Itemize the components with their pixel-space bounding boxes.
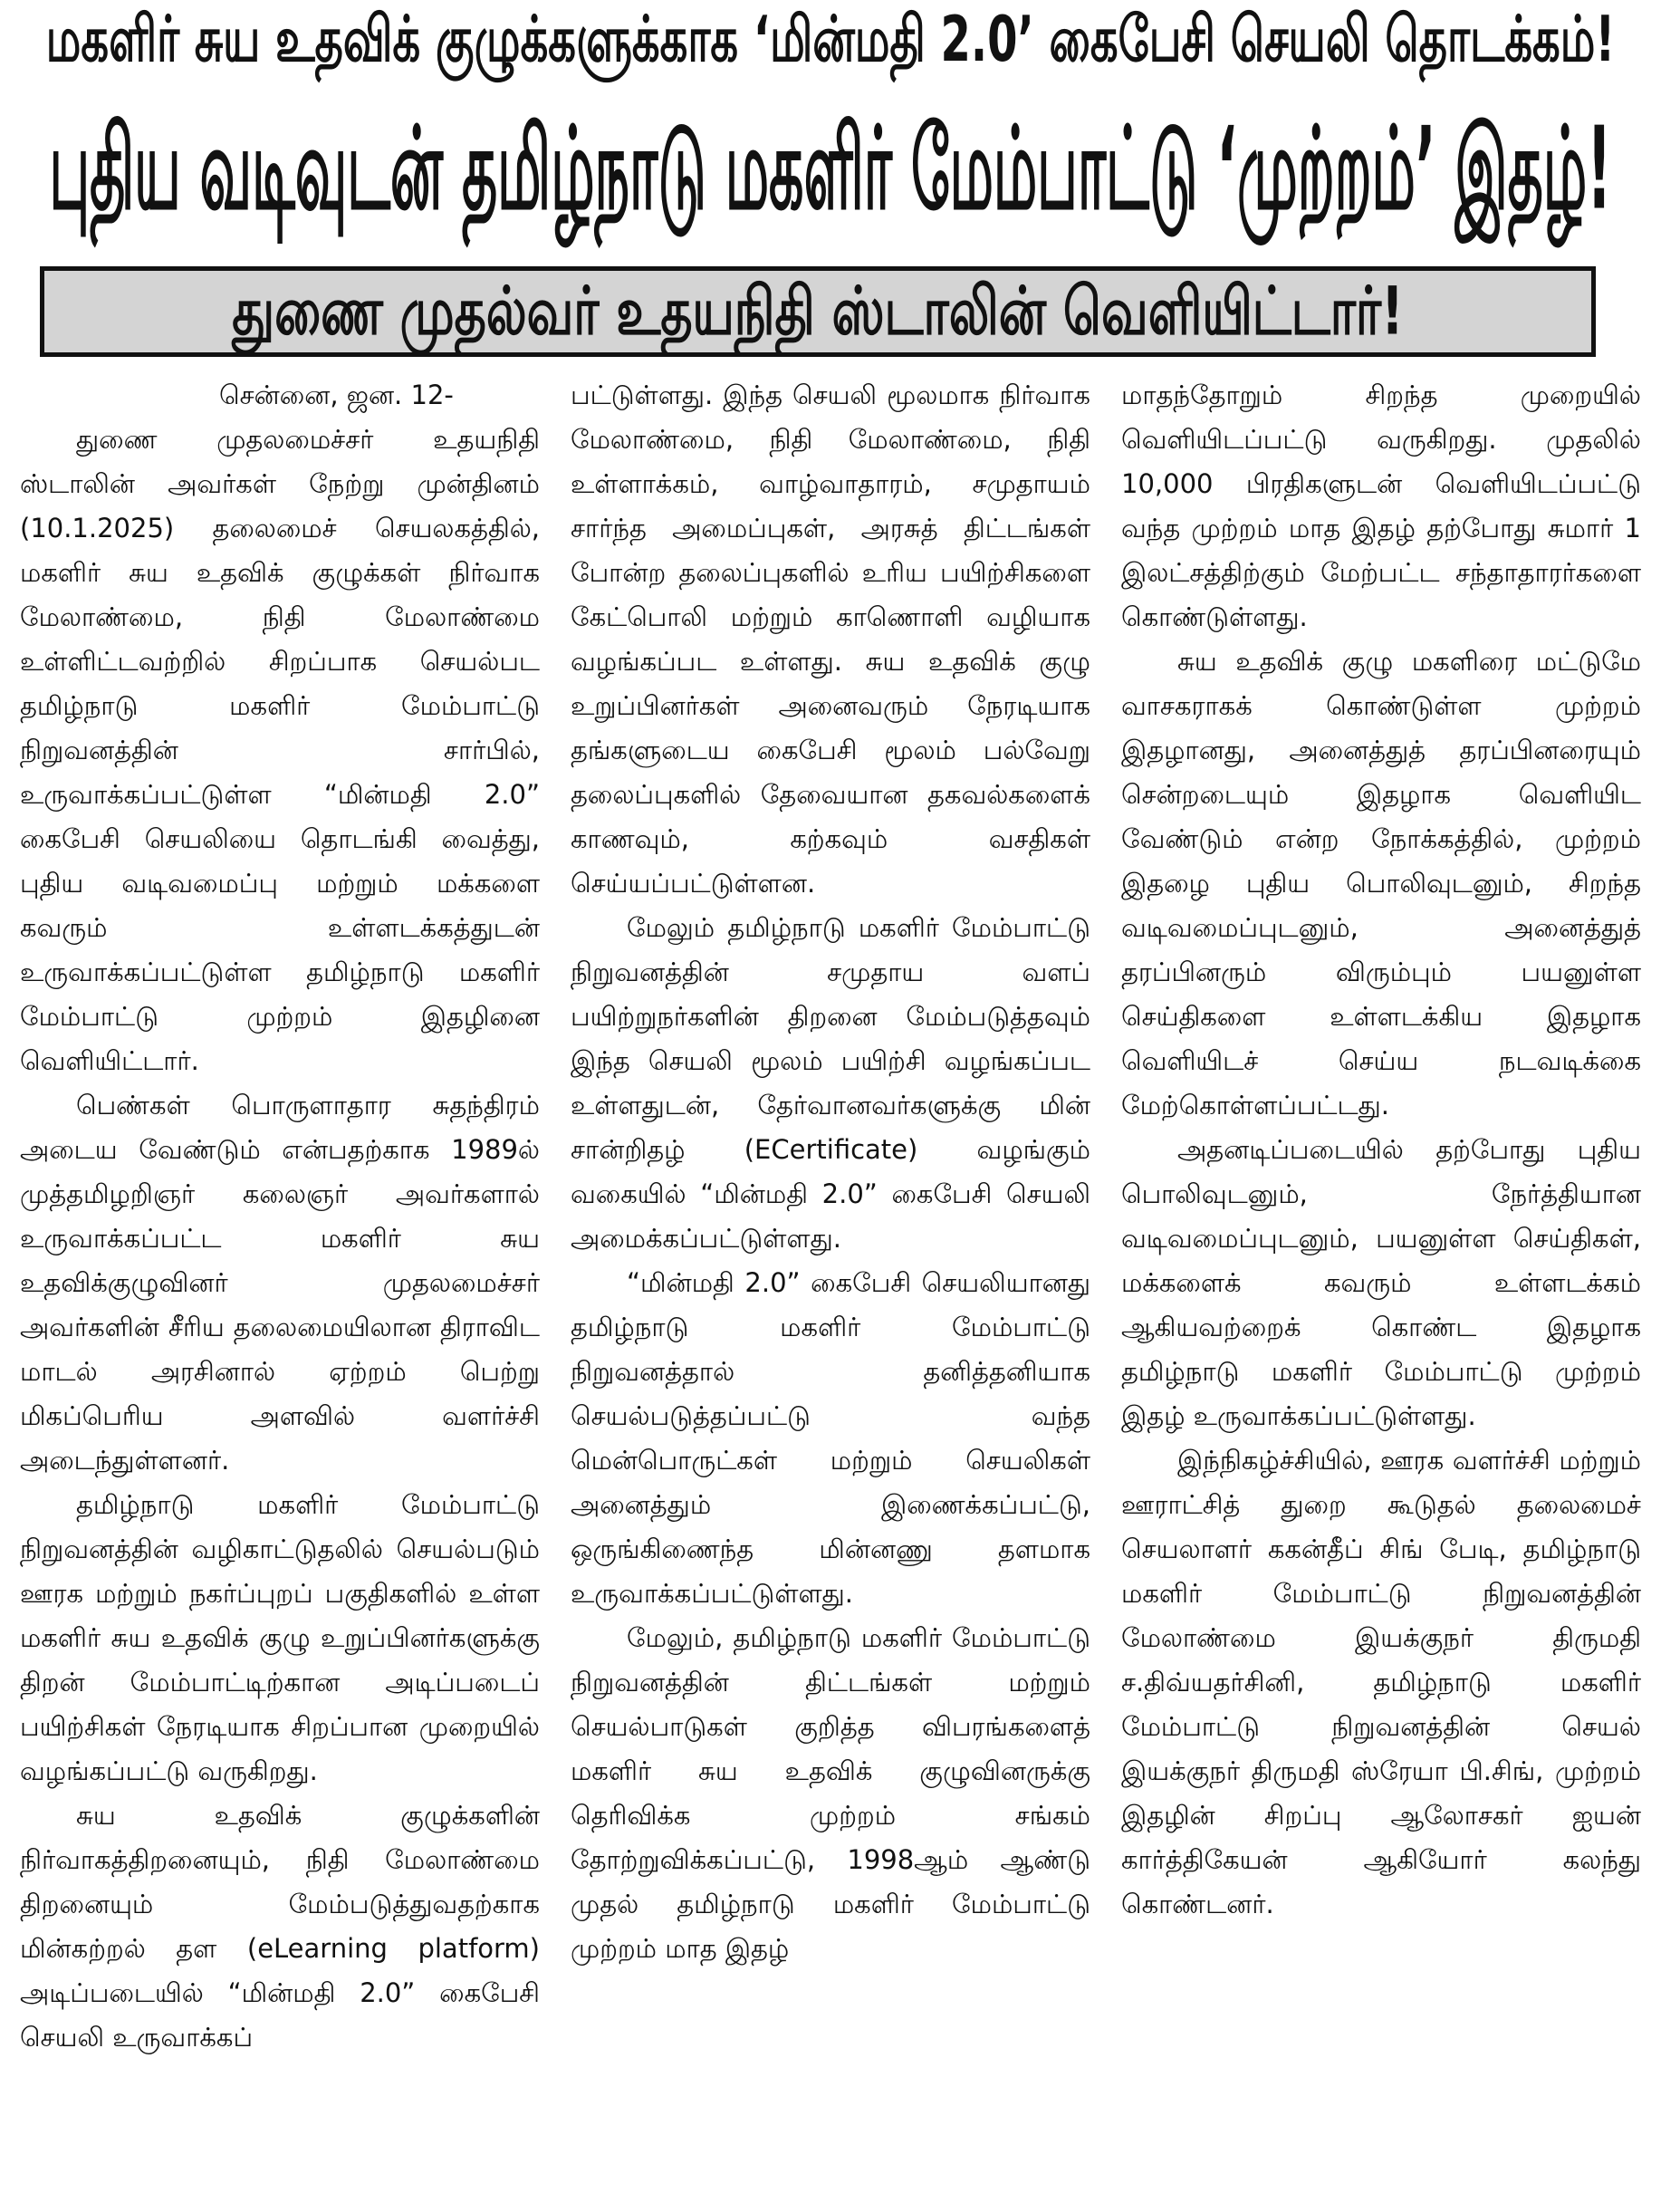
dateline: சென்னை, ஜன. 12- <box>219 380 454 410</box>
paragraph: மாதந்தோறும் சிறந்த முறையில் வெளியிடப்பட்டு வருகிறது. முதலில் 10,000 பிரதிகளுடன் வெளியிடப்பட்டு வந்த முற்றம் மாத இதழ் தற்போது சுமார் 1 இலட்சத்திற்கும் மேற்பட்ட சந்தாதாரர்களை கொண்டுள்ளது. <box>1121 380 1641 632</box>
paragraph: சுய உதவிக் குழுக்களின் நிர்வாகத்திறனையும், நிதி மேலாண்மை திறனையும் மேம்படுத்துவதற்காக மின்கற்றல் தள (eLearning platform) அடிப்படையில் “மின்மதி 2.0” கைபேசி செயலி உருவாக்கப் <box>20 1800 540 2053</box>
paragraph: மேலும், தமிழ்நாடு மகளிர் மேம்பாட்டு நிறுவனத்தின் திட்டங்கள் மற்றும் செயல்பாடுகள் குறித்த விபரங்களைத் மகளிர் சுய உதவிக் குழுவினருக்கு தெரிவிக்க முற்றம் சங்கம் தோற்றுவிக்கப்பட்டு, 1998ஆம் ஆண்டு முதல் தமிழ்நாடு மகளிர் மேம்பாட்டு முற்றம் மாத இதழ் <box>571 1622 1090 1964</box>
paragraph: பட்டுள்ளது. இந்த செயலி மூலமாக நிர்வாக மேலாண்மை, நிதி மேலாண்மை, நிதி உள்ளாக்கம், வாழ்வாதாரம், சமுதாயம் சார்ந்த அமைப்புகள், அரசுத் திட்டங்கள் போன்ற தலைப்புகளில் உரிய பயிற்சிகளை கேட்பொலி மற்றும் காணொளி வழியாக வழங்கப்பட உள்ளது. சுய உதவிக் குழு உறுப்பினர்கள் அனைவரும் நேரடியாக தங்களுடைய கைபேசி மூலம் பல்வேறு தலைப்புகளில் தேவையான தகவல்களைக் காணவும், கற்கவும் வசதிகள் செய்யப்பட்டுள்ளன. <box>571 380 1090 899</box>
main-headline: புதிய வடிவுடன் தமிழ்நாடு மகளிர் மேம்பாட்டு ‘முற்றம்’ இதழ்! <box>49 102 1612 236</box>
paragraph: மேலும் தமிழ்நாடு மகளிர் மேம்பாட்டு நிறுவனத்தின் சமுதாய வளப் பயிற்றுநர்களின் திறனை மேம்படுத்தவும் இந்த செயலி மூலம் பயிற்சி வழங்கப்பட உள்ளதுடன், தேர்வானவர்களுக்கு மின் சான்றிதழ் (ECertificate) வழங்கும் வகையில் “மின்மதி 2.0” கைபேசி செயலி அமைக்கப்பட்டுள்ளது. <box>571 912 1090 1254</box>
paragraph: சுய உதவிக் குழு மகளிரை மட்டுமே வாசகராகக் கொண்டுள்ள முற்றம் இதழானது, அனைத்துத் தரப்பினரையும் சென்றடையும் இதழாக வெளியிட வேண்டும் என்ற நோக்கத்தில், முற்றம் இதழை புதிய பொலிவுடனும், சிறந்த வடிவமைப்புடனும், அனைத்துத் தரப்பினரும் விரும்பும் பயனுள்ள செய்திகளை உள்ளடக்கிய இதழாக வெளியிடச் செய்ய நடவடிக்கை மேற்கொள்ளப்பட்டது. <box>1121 646 1641 1120</box>
subheadline-banner <box>40 266 1596 357</box>
paragraph: அதனடிப்படையில் தற்போது புதிய பொலிவுடனும், நேர்த்தியான வடிவமைப்புடனும், பயனுள்ள செய்திகள், மக்களைக் கவரும் உள்ளடக்கம் ஆகியவற்றைக் கொண்ட இதழாக தமிழ்நாடு மகளிர் மேம்பாட்டு முற்றம் இதழ் உருவாக்கப்பட்டுள்ளது. <box>1121 1134 1641 1431</box>
article-column-3 <box>1114 373 1648 2203</box>
paragraph: தமிழ்நாடு மகளிர் மேம்பாட்டு நிறுவனத்தின் வழிகாட்டுதலில் செயல்படும் ஊரக மற்றும் நகர்ப்புறப் பகுதிகளில் உள்ள மகளிர் சுய உதவிக் குழு உறுப்பினர்களுக்கு திறன் மேம்பாட்டிற்கான அடிப்படைப் பயிற்சிகள் நேரடியாக சிறப்பான முறையில் வழங்கப்பட்டு வருகிறது. <box>20 1489 540 1786</box>
article-column-2 <box>563 373 1098 2203</box>
paragraph: பெண்கள் பொருளாதார சுதந்திரம் அடைய வேண்டும் என்பதற்காக 1989ல் முத்தமிழறிஞர் கலைஞர் அவர்களால் உருவாக்கப்பட்ட மகளிர் சுய உதவிக்குழுவினர் முதலமைச்சர் அவர்களின் சீரிய தலைமையிலான திராவிட மாடல் அரசினால் ஏற்றம் பெற்று மிகப்பெரிய அளவில் வளர்ச்சி அடைந்துள்ளனர். <box>20 1090 540 1476</box>
article-body <box>13 373 1648 2203</box>
article-column-1 <box>13 373 547 2203</box>
paragraph: “மின்மதி 2.0” கைபேசி செயலியானது தமிழ்நாடு மகளிர் மேம்பாட்டு நிறுவனத்தால் தனித்தனியாக செயல்படுத்தப்பட்டு வந்த மென்பொருட்கள் மற்றும் செயலிகள் அனைத்தும் இணைக்கப்பட்டு, ஒருங்கிணைந்த மின்னணு தளமாக உருவாக்கப்பட்டுள்ளது. <box>571 1267 1090 1609</box>
subheadline-text: துணை முதல்வர் உதயநிதி ஸ்டாலின் வெளியிட்டார்! <box>232 273 1404 351</box>
paragraph: துணை முதலமைச்சர் உதயநிதி ஸ்டாலின் அவர்கள் நேற்று முன்தினம் (10.1.2025) தலைமைச் செயலகத்தில், மகளிர் சுய உதவிக் குழுக்கள் நிர்வாக மேலாண்மை, நிதி மேலாண்மை உள்ளிட்டவற்றில் சிறப்பாக செயல்பட தமிழ்நாடு மகளிர் மேம்பாட்டு நிறுவனத்தின் சார்பில், உருவாக்கப்பட்டுள்ள “மின்மதி 2.0” கைபேசி செயலியை தொடங்கி வைத்து, புதிய வடிவமைப்பு மற்றும் மக்களை கவரும் உள்ளடக்கத்துடன் உருவாக்கப்பட்டுள்ள தமிழ்நாடு மகளிர் மேம்பாட்டு முற்றம் இதழினை வெளியிட்டார். <box>20 424 540 1076</box>
paragraph: இந்நிகழ்ச்சியில், ஊரக வளர்ச்சி மற்றும் ஊராட்சித் துறை கூடுதல் தலைமைச் செயலாளர் ககன்தீப் சிங் பேடி, தமிழ்நாடு மகளிர் மேம்பாட்டு நிறுவனத்தின் மேலாண்மை இயக்குநர் திருமதி ச.திவ்யதர்சினி, தமிழ்நாடு மகளிர் மேம்பாட்டு நிறுவனத்தின் செயல் இயக்குநர் திருமதி ஸ்ரேயா பி.சிங், முற்றம் இதழின் சிறப்பு ஆலோசகர் ஐயன் கார்த்திகேயன் ஆகியோர் கலந்து கொண்டனர். <box>1121 1445 1641 1919</box>
kicker-headline: மகளிர் சுய உதவிக் குழுக்களுக்காக ‘மின்மதி 2.0’ கைபேசி செயலி தொடக்கம்! <box>45 3 1616 77</box>
